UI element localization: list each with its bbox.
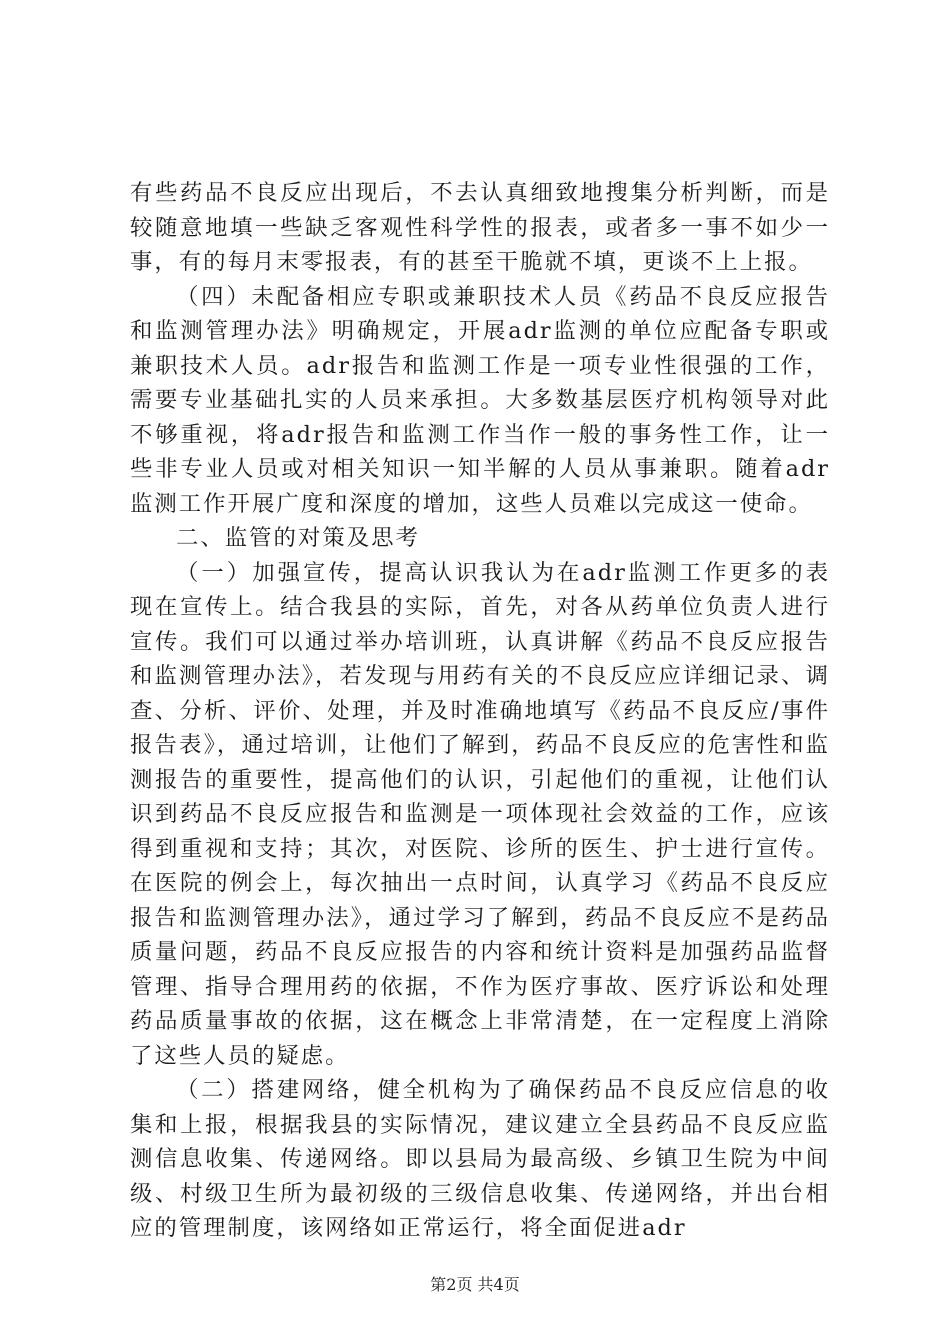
section-heading-2: 二、监管的对策及思考 [176,525,420,551]
paragraph-continuation: 有些药品不良反应出现后，不去认真细致地搜集分析判断，而是较随意地填一些缺乏客观性科学性的报表，或者多一事不如少一事，有的每月末零报表，有的甚至干脆就不填，更谈不上上报。 [130,180,830,275]
body-text [130,176,830,1246]
page-footer: 第2页 共4页 [430,1275,520,1294]
paragraph-section-4: （四）未配备相应专职或兼职技术人员《药品不良反应报告和监测管理办法》明确规定，开展adr监测的单位应配备专职或兼职技术人员。adr报告和监测工作是一项专业性很强的工作，需要专业基础扎实的人员来承担。大多数基层医疗机构领导对此不够重视，将adr报告和监测工作当作一般的事务性工作，让一些非专业人员或对相关知识一知半解的人员从事兼职。随着adr监测工作开展广度和深度的增加，这些人员难以完成这一使命。 [130,283,830,517]
paragraph-section-2-2: （二）搭建网络，健全机构为了确保药品不良反应信息的收集和上报，根据我县的实际情况，建议建立全县药品不良反应监测信息收集、传递网络。即以县局为最高级、乡镇卫生院为中间级、村级卫生所为最初级的三级信息收集、传递网络，并出台相应的管理制度，该网络如正常运行，将全面促进adr [130,1077,830,1241]
paragraph-section-2-1: （一）加强宣传，提高认识我认为在adr监测工作更多的表现在宣传上。结合我县的实际，首先，对各从药单位负责人进行宣传。我们可以通过举办培训班，认真讲解《药品不良反应报告和监测管理办法》，若发现与用药有关的不良反应应详细记录、调查、分析、评价、处理，并及时准确地填写《药品不良反应/事件报告表》，通过培训，让他们了解到，药品不良反应的危害性和监测报告的重要性，提高他们的认识，引起他们的重视，让他们认识到药品不良反应报告和监测是一项体现社会效益的工作，应该得到重视和支持；其次，对医院、诊所的医生、护士进行宣传。在医院的例会上，每次抽出一点时间，认真学习《药品不良反应报告和监测管理办法》，通过学习了解到，药品不良反应不是药品质量问题，药品不良反应报告的内容和统计资料是加强药品监督管理、指导合理用药的依据，不作为医疗事故、医疗诉讼和处理药品质量事故的依据，这在概念上非常清楚，在一定程度上消除了这些人员的疑虑。 [130,559,830,1069]
